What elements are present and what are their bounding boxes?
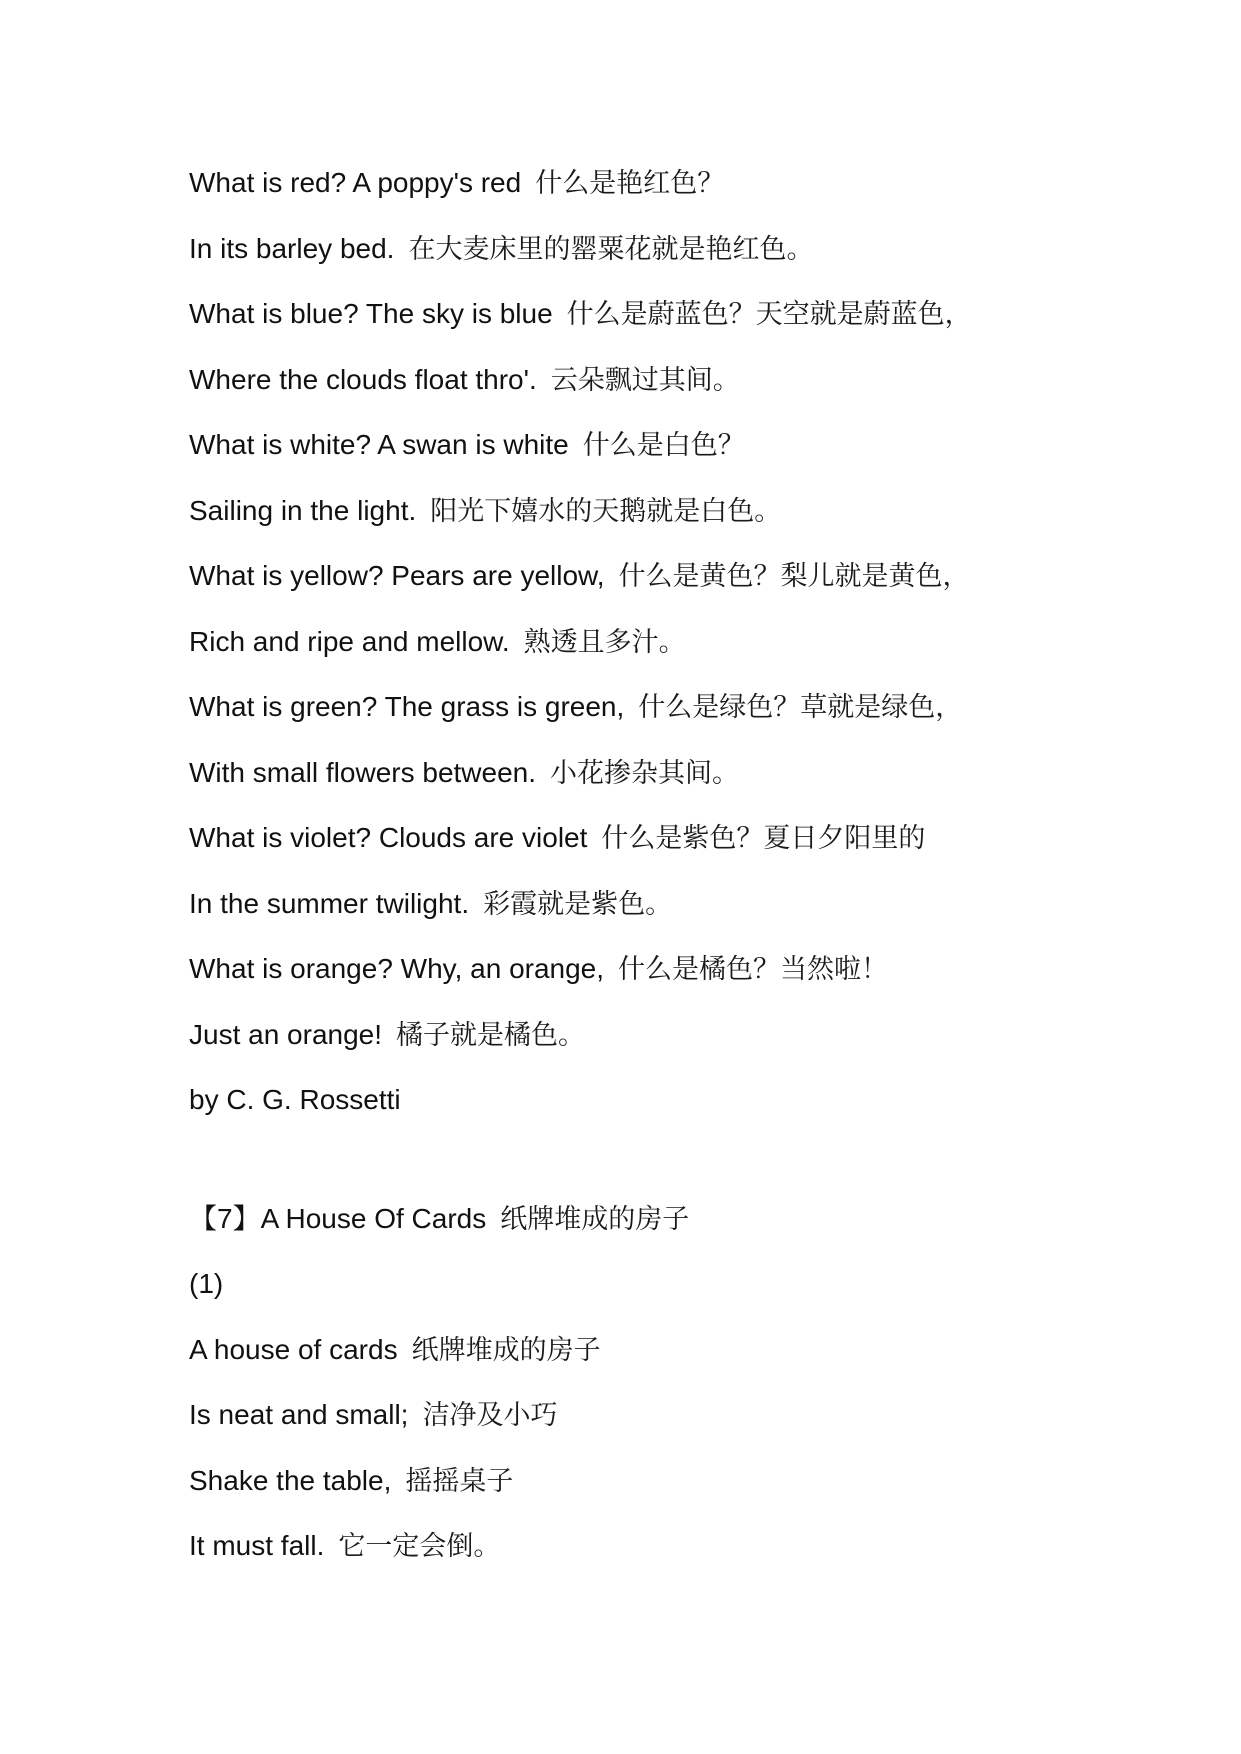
- poem-line-english: Sailing in the light.: [189, 494, 417, 526]
- poem-line-chinese: 小花掺杂其间。: [550, 757, 740, 789]
- document-body: [189, 157, 1089, 1586]
- section-heading: [189, 1193, 1089, 1259]
- poem-line: [189, 747, 1089, 813]
- poem-line-english: What is red? A poppy's red: [189, 167, 522, 198]
- poem-line-chinese: 什么是黄色？梨儿就是黄色，: [618, 561, 970, 592]
- poem-line-chinese: 摇摇桌子: [405, 1465, 514, 1497]
- poem-author: [189, 1074, 1089, 1140]
- poem-line: [189, 157, 1089, 223]
- poem-line: [189, 878, 1089, 944]
- poem-line-chinese: 在大麦床里的罂粟花就是艳红色。: [408, 233, 814, 265]
- poem-line: [189, 485, 1089, 551]
- poem-line-english: What is yellow? Pears are yellow,: [189, 560, 605, 591]
- poem-line-english: Is neat and small;: [189, 1399, 409, 1430]
- poem-line-chinese: 什么是绿色？草就是绿色，: [638, 692, 963, 723]
- poem-line-chinese: 阳光下嬉水的天鹅就是白色。: [430, 495, 782, 527]
- poem-line-chinese: 什么是蔚蓝色？天空就是蔚蓝色，: [566, 299, 972, 330]
- poem-line-chinese: 橘子就是橘色。: [396, 1019, 586, 1051]
- poem-line-chinese: 纸牌堆成的房子: [411, 1334, 601, 1366]
- poem-line-chinese: 云朵飘过其间。: [550, 364, 740, 396]
- poem-line: [189, 616, 1089, 682]
- poem-line: [189, 419, 1089, 485]
- poem-line-english: Rich and ripe and mellow.: [189, 625, 510, 657]
- poem-line-english: What is blue? The sky is blue: [189, 298, 553, 329]
- poem-line-english: In the summer twilight.: [189, 887, 470, 919]
- poem-line: [189, 1520, 1089, 1586]
- poem-line-english: Shake the table,: [189, 1464, 392, 1496]
- poem-line-english: Where the clouds float thro'.: [189, 363, 537, 395]
- poem-line-english: With small flowers between.: [189, 756, 537, 788]
- poem-line: [189, 1009, 1089, 1075]
- poem-line: [189, 223, 1089, 289]
- poem-line-chinese: 它一定会倒。: [338, 1531, 501, 1562]
- poem-line-english: What is white? A swan is white: [189, 429, 569, 460]
- poem-line-chinese: 什么是紫色？夏日夕阳里的: [601, 823, 926, 854]
- poem-line-english: What is green? The grass is green,: [189, 691, 625, 722]
- poem-line-english: What is orange? Why, an orange,: [189, 953, 605, 984]
- section-heading-english: 【7】A House Of Cards: [189, 1202, 487, 1234]
- section-spacer: [189, 1140, 1089, 1193]
- poem-line-chinese: 什么是橘色？当然啦！: [618, 954, 889, 985]
- poem-line-chinese: 彩霞就是紫色。: [483, 888, 673, 920]
- poem-line-chinese: 什么是艳红色？: [535, 168, 725, 199]
- poem-line: [189, 681, 1089, 747]
- poem-line: [189, 1389, 1089, 1455]
- poem-line: [189, 354, 1089, 420]
- part-number: (1): [189, 1268, 224, 1299]
- poem-line-english: What is violet? Clouds are violet: [189, 822, 588, 853]
- poem-line-english: It must fall.: [189, 1530, 325, 1561]
- poem-line-chinese: 什么是白色？: [582, 430, 745, 461]
- poem-line: [189, 812, 1089, 878]
- poem-line: [189, 943, 1089, 1009]
- poem-line: [189, 288, 1089, 354]
- poem-line-english: In its barley bed.: [189, 232, 395, 264]
- poem-line-english: Just an orange!: [189, 1018, 383, 1050]
- poem-line: [189, 1324, 1089, 1390]
- poem-line: [189, 1455, 1089, 1521]
- poem-line-english: A house of cards: [189, 1333, 398, 1365]
- author-credit: by C. G. Rossetti: [189, 1084, 401, 1115]
- section-heading-chinese: 纸牌堆成的房子: [500, 1203, 690, 1235]
- section-part-label: [189, 1258, 1089, 1324]
- poem-line-chinese: 熟透且多汁。: [523, 626, 686, 658]
- poem-line: [189, 550, 1089, 616]
- poem-line-chinese: 洁净及小巧: [422, 1400, 558, 1431]
